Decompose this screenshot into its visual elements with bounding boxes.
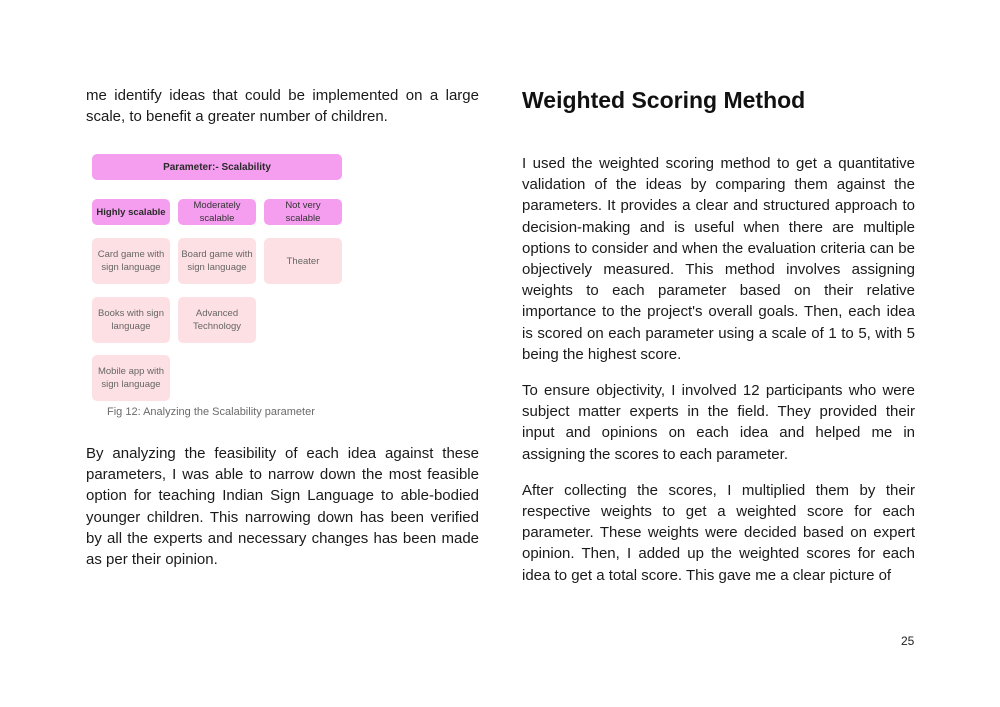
right-paragraph-3: After collecting the scores, I multiplied them by their respective weights to get a weighted score for each parameter. These weights were decided based on expert opinion. Then, I added up the weighted scores for each idea to get a total score. This gave me a clear picture of: [522, 481, 915, 584]
section-heading: Weighted Scoring Method: [522, 87, 806, 113]
idea-card-game: Card game with sign language: [92, 238, 170, 284]
column-moderately-scalable: Moderately scalable: [178, 199, 256, 225]
idea-mobile-app: Mobile app with sign language: [92, 355, 170, 401]
left-paragraph-2: By analyzing the feasibility of each idea against these parameters, I was able to narrow down the most feasible option for teaching Indian Sign Language to able-bodied younger children. This narrowing down has been verified by all the experts and necessary changes has been made as per their opinion.: [86, 445, 479, 569]
column-not-very-scalable: Not very scalable: [264, 199, 342, 225]
page-number: 25: [901, 634, 915, 648]
right-paragraph-1: I used the weighted scoring method to get a quantitative validation of the ideas by comparing them against the parameters. It provides a clear and structured approach to decision-making and is useful when there are multiple options to consider and when the evaluation criteria can be objectively measured. This method involves assigning weights to each parameter based on their relative importance to the project's overall goals. Then, each idea is scored on each parameter using a scale of 1 to 5, with 5 being the highest score.: [522, 155, 915, 363]
right-column: [522, 85, 915, 586]
column-highly-scalable: Highly scalable: [92, 199, 170, 225]
figure-header: Parameter:- Scalability: [92, 154, 342, 180]
left-column: [86, 85, 479, 127]
idea-board-game: Board game with sign language: [178, 238, 256, 284]
left-paragraph-1: me identify ideas that could be implemented on a large scale, to benefit a greater number of children.: [86, 87, 479, 126]
left-column-lower: [86, 443, 479, 570]
idea-theater: Theater: [264, 238, 342, 284]
idea-books: Books with sign language: [92, 297, 170, 343]
right-paragraph-2: To ensure objectivity, I involved 12 participants who were subject matter experts in the field. They provided their input and opinions on each idea and helped me in assigning the scores to each parameter.: [522, 382, 915, 463]
figure-caption: Fig 12: Analyzing the Scalability parameter: [107, 406, 315, 418]
idea-advanced-technology: Advanced Technology: [178, 297, 256, 343]
